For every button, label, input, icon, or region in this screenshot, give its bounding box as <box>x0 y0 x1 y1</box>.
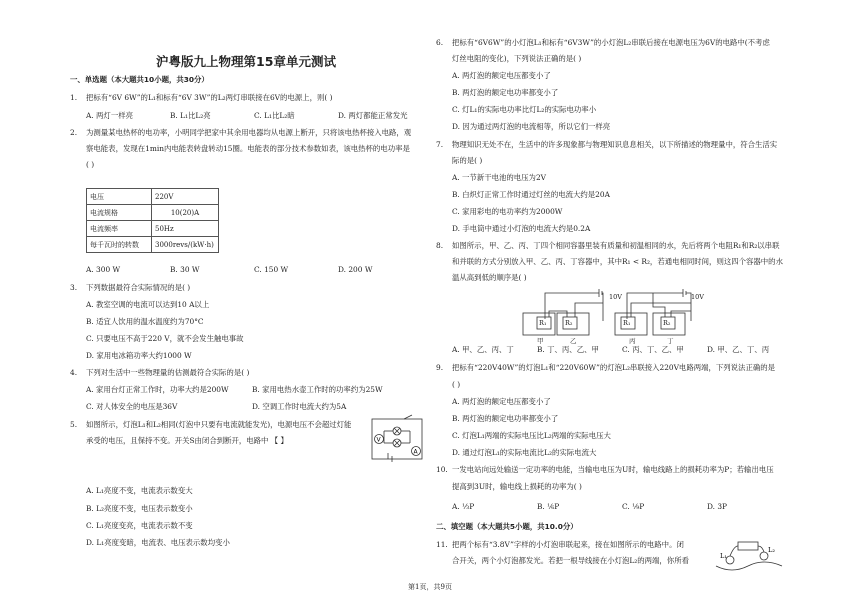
q5-circuit-diagram <box>364 413 430 465</box>
section-heading: 一、单选题（本大题共10小题，共30分） <box>70 75 209 84</box>
option-a: A. 甲、乙、丙、丁 <box>452 345 514 354</box>
question-text: 合开关，两个小灯泡都发光。若把一根导线接在小灯泡L₂的两端，你所看 <box>452 556 689 565</box>
option-b: B. 两灯泡的额定电功率都变小了 <box>452 414 559 423</box>
resistor-r1-label: R₁ <box>623 319 631 327</box>
option-c: C. L₁比L₂暗 <box>254 111 295 120</box>
page-title: 沪粤版九上物理第15章单元测试 <box>156 54 336 69</box>
option-b: B. 两灯泡的额定电功率都变小了 <box>452 88 559 97</box>
options-q10 <box>436 502 792 512</box>
option-b: B. 家用电热水壶工作时的功率约为25W <box>252 385 383 394</box>
option-d: D. 空调工作时电流大约为5A <box>252 402 347 411</box>
svg-text:V: V <box>376 436 381 444</box>
option-d: D. 家用电冰箱功率大约1000 W <box>86 351 192 360</box>
voltage-label: 10V <box>691 293 704 301</box>
option-c: C. L₁亮度变亮，电流表示数不变 <box>86 521 193 530</box>
option-d: D. 因为通过两灯泡的电流相等，所以它们一样亮 <box>452 122 611 131</box>
container-label: 甲 <box>537 337 544 345</box>
option-c: C. ⅑P <box>622 502 645 511</box>
option-a: A. 两灯泡的额定电压都变小了 <box>452 397 551 406</box>
option-d: D. 通过灯泡L₁的实际电流比L₂的实际电流大 <box>452 448 597 457</box>
question-7: 7. 物理知识无处不在，生活中的许多现象都与物理知识息息相关，以下所描述的物理量中，符合生活实 <box>436 140 778 149</box>
lamp-l2-label: L₂ <box>768 546 775 554</box>
question-text: 提高到3U时，输电线上损耗的功率为( ) <box>452 482 582 491</box>
question-6: 6. 把标有“6V6W”的小灯泡L₁和标有“6V3W”的小灯泡L₂串联后接在电源电压为6V的电路中(不考虑 <box>436 38 770 47</box>
question-11: 11. 把两个标有“3.8V”字样的小灯泡串联起来，接在如图所示的电路中。闭 <box>436 540 684 549</box>
options-q1 <box>70 111 422 121</box>
option-b: B. 丁、丙、乙、甲 <box>537 345 599 354</box>
q11-circuit-figure <box>712 536 786 580</box>
option-a: A. 一节新干电池的电压为2V <box>452 173 546 182</box>
question-text: 灯丝电阻的变化)，下列说法正确的是( ) <box>452 54 582 63</box>
page-footer: 第1页，共9页 <box>408 583 452 591</box>
option-b: B. 适宜人饮用的温水温度约为70°C <box>86 317 204 326</box>
option-a: A. 家用台灯正常工作时，功率大约是200W <box>86 385 229 394</box>
option-d: D. 200 W <box>338 265 373 274</box>
options-q2 <box>70 265 422 275</box>
question-8: 8. 如图所示，甲、乙、丙、丁四个相同容器里装有质量和初温相同的水，先后将两个电阻R₁和R₂以串联 <box>436 241 780 250</box>
question-5: 5. 如图所示，灯泡L₁和L₂相同(灯泡中只要有电流就能发光)，电源电压不会超过灯能 <box>70 420 352 429</box>
option-b: B. L₁比L₂亮 <box>170 111 211 120</box>
container-label: 丙 <box>629 337 636 345</box>
option-b: B. 30 W <box>170 265 200 274</box>
option-d: D. 两灯都能正常发光 <box>338 111 408 120</box>
option-a: A. 两灯一样亮 <box>86 111 133 120</box>
resistor-r2-label: R₂ <box>565 319 573 327</box>
question-text: ( ) <box>86 160 95 169</box>
option-c: C. 对人体安全的电压是36V <box>86 402 178 411</box>
option-c: C. 灯L₁的实际电功率比灯L₂的实际电功率小 <box>452 105 597 114</box>
option-d: D. 手电筒中通过小灯泡的电流大约是0.2A <box>452 224 591 233</box>
question-text: ( ) <box>452 380 461 389</box>
question-text: 把标有“6V 6W”的L₁和标有“6V 3W”的L₂两灯串联接在6V的电源上，则( ) <box>86 93 333 102</box>
container-label: 丁 <box>667 337 674 345</box>
option-a: A. 300 W <box>86 265 121 274</box>
section-heading: 二、填空题（本大题共5小题，共10.0分） <box>436 522 578 531</box>
container-label: 乙 <box>570 337 577 345</box>
option-a: A. 教室空调的电流可以达到10 A以上 <box>86 300 210 309</box>
option-c: C. 家用彩电的电功率约为2000W <box>452 207 563 216</box>
option-a: A. L₁亮度不变，电流表示数变大 <box>86 486 193 495</box>
voltage-label: 10V <box>609 293 622 301</box>
lamp-l1-label: L₁ <box>720 552 727 560</box>
question-text: 温从高到低的顺序是( ) <box>452 273 527 282</box>
question-3: 3. 下列数据最符合实际情况的是( ) <box>70 283 191 292</box>
options-q8 <box>436 345 792 355</box>
option-b: B. ⅙P <box>537 502 560 511</box>
option-c: C. 150 W <box>254 265 289 274</box>
question-2: 2. 为测量某电热杯的电功率，小明同学把家中其余用电器均从电源上断开，只将该电热杯接入电路，观 <box>70 128 412 137</box>
q8-circuit-figure <box>515 285 705 345</box>
resistor-r2-label: R₂ <box>663 319 671 327</box>
option-a: A. ⅓P <box>452 502 475 511</box>
option-b: B. L₂亮度不变，电压表示数变小 <box>86 504 193 513</box>
svg-text:A: A <box>413 448 418 456</box>
question-text: 承受的电压，且保持不变。开关S由闭合到断开，电路中 【 】 <box>86 436 288 445</box>
question-9: 9. 把标有“220V40W”的灯泡L₁和“220V60W”的灯泡L₂串联接入220V电路两端，下列说法正确的是 <box>436 363 776 372</box>
option-c: C. 丙、丁、乙、甲 <box>622 345 684 354</box>
question-text: 和并联的方式分别放入甲、乙、丙、丁容器中，其中R₁ < R₂，若通电相同时间，则这四个容器中的水 <box>452 257 783 266</box>
option-d: D. 甲、乙、丁、丙 <box>707 345 770 354</box>
question-4: 4. 下列对生活中一些物理量的估测最符合实际的是( ) <box>70 368 250 377</box>
option-c: C. 灯泡L₁两端的实际电压比L₂两端的实际电压大 <box>452 431 611 440</box>
resistor-r1-label: R₁ <box>539 319 547 327</box>
question-10: 10. 一发电站向远处输送一定功率的电能，当输电电压为U时，输电线路上的损耗功率为P；若输出电压 <box>436 465 774 474</box>
question-1: 1. 把标有“6V 6W”的L₁和标有“6V 3W”的L₂两灯串联接在6V的电源上，则( ) <box>70 93 333 102</box>
question-text: 际的是( ) <box>452 156 483 165</box>
option-a: A. 两灯泡的额定电压都变小了 <box>452 71 551 80</box>
option-b: B. 白炽灯正常工作时通过灯丝的电流大约是20A <box>452 190 610 199</box>
option-d: D. L₁亮度变暗，电流表、电压表示数均变小 <box>86 538 230 547</box>
question-text: 察电能表，发现在1min内电能表转盘转动15圈。电能表的部分技术参数如表，该电热杯的电功率是 <box>86 144 410 153</box>
option-c: C. 只要电压不高于220 V，就不会发生触电事故 <box>86 334 244 343</box>
meter-parameter-table: 电压 220V 电流规格 10(20)A 电流频率 50Hz 每千瓦时的转数 3000revs/(kW·h) <box>86 188 219 253</box>
option-d: D. 3P <box>707 502 728 511</box>
